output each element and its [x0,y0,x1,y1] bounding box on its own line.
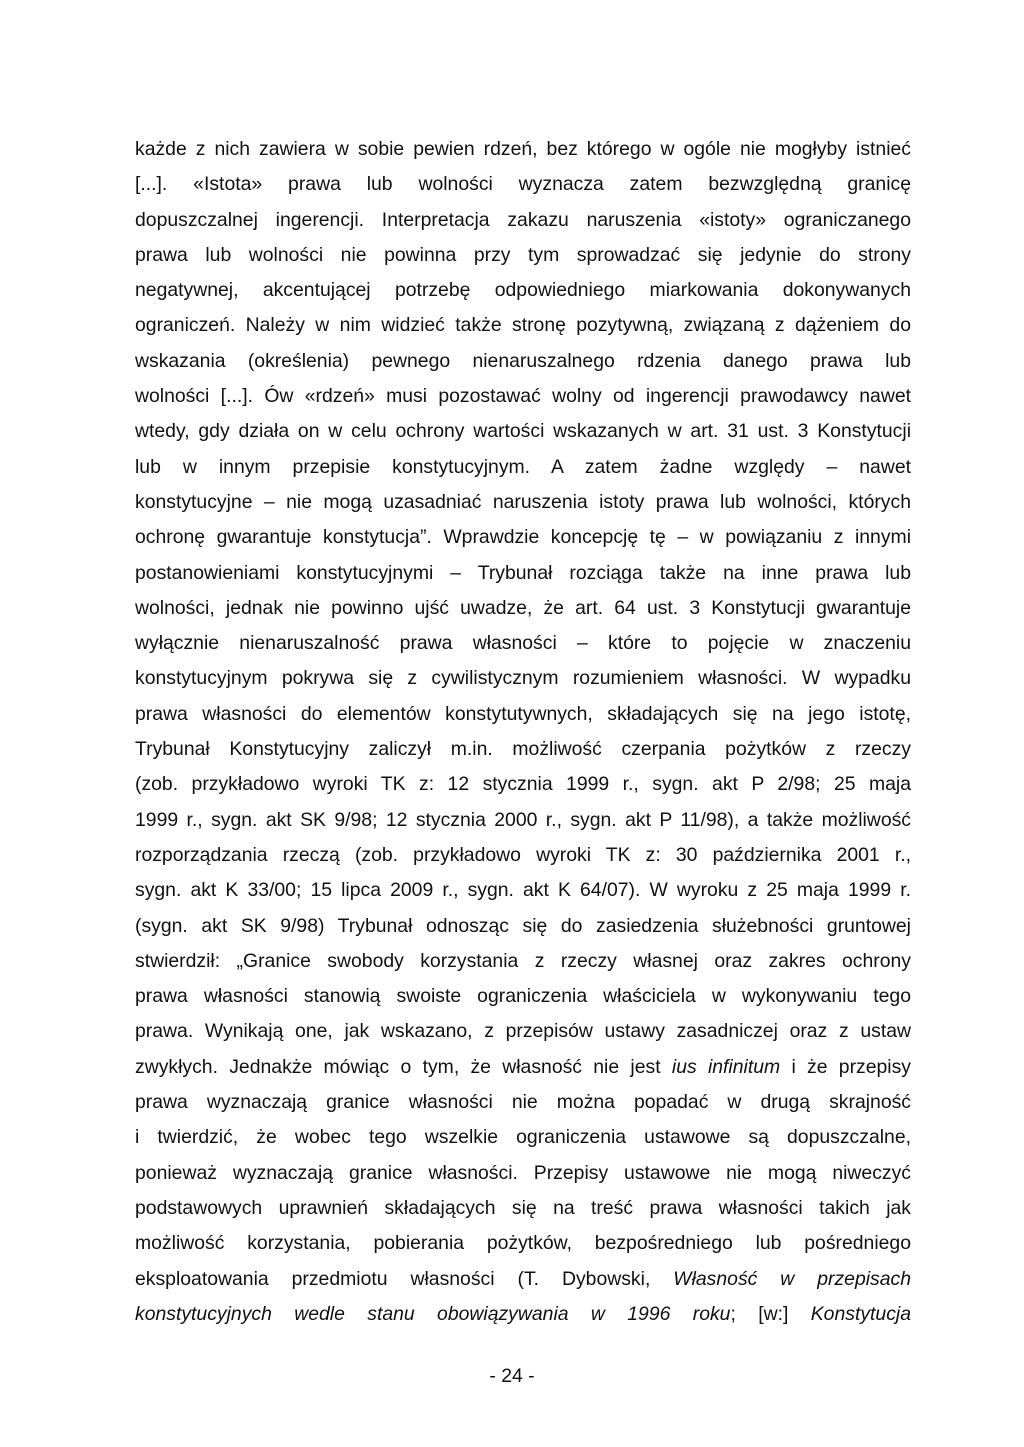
italic-text-run: Własność w przepisach [673,1267,911,1290]
text-line: prawa własności stanowią swoiste ograniczenia właściciela w wykonywaniu tego [135,985,911,1008]
text-line: 1999 r., sygn. akt SK 9/98; 12 stycznia 2000 r., sygn. akt P 11/98), a także możliwość [135,808,911,831]
text-line: prawa własności do elementów konstytutywnych, składających się na jego istotę, [135,702,911,725]
text-line: stwierdził: „Granice swobody korzystania z rzeczy własnej oraz zakres ochrony [135,949,911,972]
text-run: ; [w:] [730,1302,811,1325]
text-run: eksploatowania przedmiotu własności (T. Dybowski, [135,1267,674,1290]
text-line: konstytucyjne – nie mogą uzasadniać naruszenia istoty prawa lub wolności, których [135,490,911,513]
text-line: ponieważ wyznaczają granice własności. Przepisy ustawowe nie mogą niweczyć [135,1161,911,1184]
text-line: [...]. «Istota» prawa lub wolności wyznacza zatem bezwzględną granicę [135,173,911,196]
text-line: wolności [...]. Ów «rdzeń» musi pozostawać wolny od ingerencji prawodawcy nawet [135,385,911,408]
text-line: konstytucyjnym pokrywa się z cywilistycznym rozumieniem własności. W wypadku [135,667,911,690]
text-line: dopuszczalnej ingerencji. Interpretacja zakazu naruszenia «istoty» ograniczanego [135,208,911,231]
text-line: sygn. akt K 33/00; 15 lipca 2009 r., sygn. akt K 64/07). W wyroku z 25 maja 1999 r. [135,879,911,902]
text-line: Trybunał Konstytucyjny zaliczył m.in. możliwość czerpania pożytków z rzeczy [135,738,911,761]
text-line: każde z nich zawiera w sobie pewien rdzeń, bez którego w ogóle nie mogłyby istnieć [135,138,911,160]
text-line: (zob. przykładowo wyroki TK z: 12 stycznia 1999 r., sygn. akt P 2/98; 25 maja [135,773,911,796]
text-line-with-italic [135,1297,911,1332]
text-run: zwykłych. Jednakże mówiąc o tym, że własność nie jest [135,1055,672,1078]
text-line: wolności, jednak nie powinno ujść uwadze, że art. 64 ust. 3 Konstytucji gwarantuje [135,596,911,619]
text-line: negatywnej, akcentującej potrzebę odpowiedniego miarkowania dokonywanych [135,279,911,302]
text-line: wtedy, gdy działa on w celu ochrony wartości wskazanych w art. 31 ust. 3 Konstytucji [135,420,911,443]
italic-text-run: Konstytucja [810,1302,911,1325]
text-line: możliwość korzystania, pobierania pożytków, bezpośredniego lub pośredniego [135,1232,911,1255]
text-line-with-italic [135,1262,911,1297]
text-line: postanowieniami konstytucyjnymi – Trybunał rozciąga także na inne prawa lub [135,561,911,584]
text-line: ograniczeń. Należy w nim widzieć także stronę pozytywną, związaną z dążeniem do [135,314,911,337]
text-line: podstawowych uprawnień składających się na treść prawa własności takich jak [135,1196,911,1219]
text-line: lub w innym przepisie konstytucyjnym. A zatem żadne względy – nawet [135,455,911,478]
text-run: i że przepisy [780,1055,911,1078]
text-line: rozporządzania rzeczą (zob. przykładowo wyroki TK z: 30 października 2001 r., [135,843,911,866]
text-line: prawa lub wolności nie powinna przy tym sprowadzać się jedynie do strony [135,243,911,266]
body-text [135,132,911,1332]
text-line: (sygn. akt SK 9/98) Trybunał odnosząc się do zasiedzenia służebności gruntowej [135,914,911,937]
text-line: i twierdzić, że wobec tego wszelkie ograniczenia ustawowe są dopuszczalne, [135,1126,911,1149]
text-line: wskazania (określenia) pewnego nienaruszalnego rdzenia danego prawa lub [135,349,911,372]
text-line: prawa. Wynikają one, jak wskazano, z przepisów ustawy zasadniczej oraz z ustaw [135,1020,911,1043]
italic-text-run: konstytucyjnych wedle stanu obowiązywania w 1996 roku [135,1302,731,1325]
text-line: wyłącznie nienaruszalność prawa własności – które to pojęcie w znaczeniu [135,632,911,655]
text-line: prawa wyznaczają granice własności nie można popadać w drugą skrajność [135,1091,911,1114]
text-line: ochronę gwarantuje konstytucja”. Wprawdzie koncepcję tę – w powiązaniu z innymi [135,526,911,549]
text-line-with-italic [135,1050,911,1085]
page-number: - 24 - [489,1365,535,1387]
italic-text-run: ius infinitum [671,1055,781,1078]
